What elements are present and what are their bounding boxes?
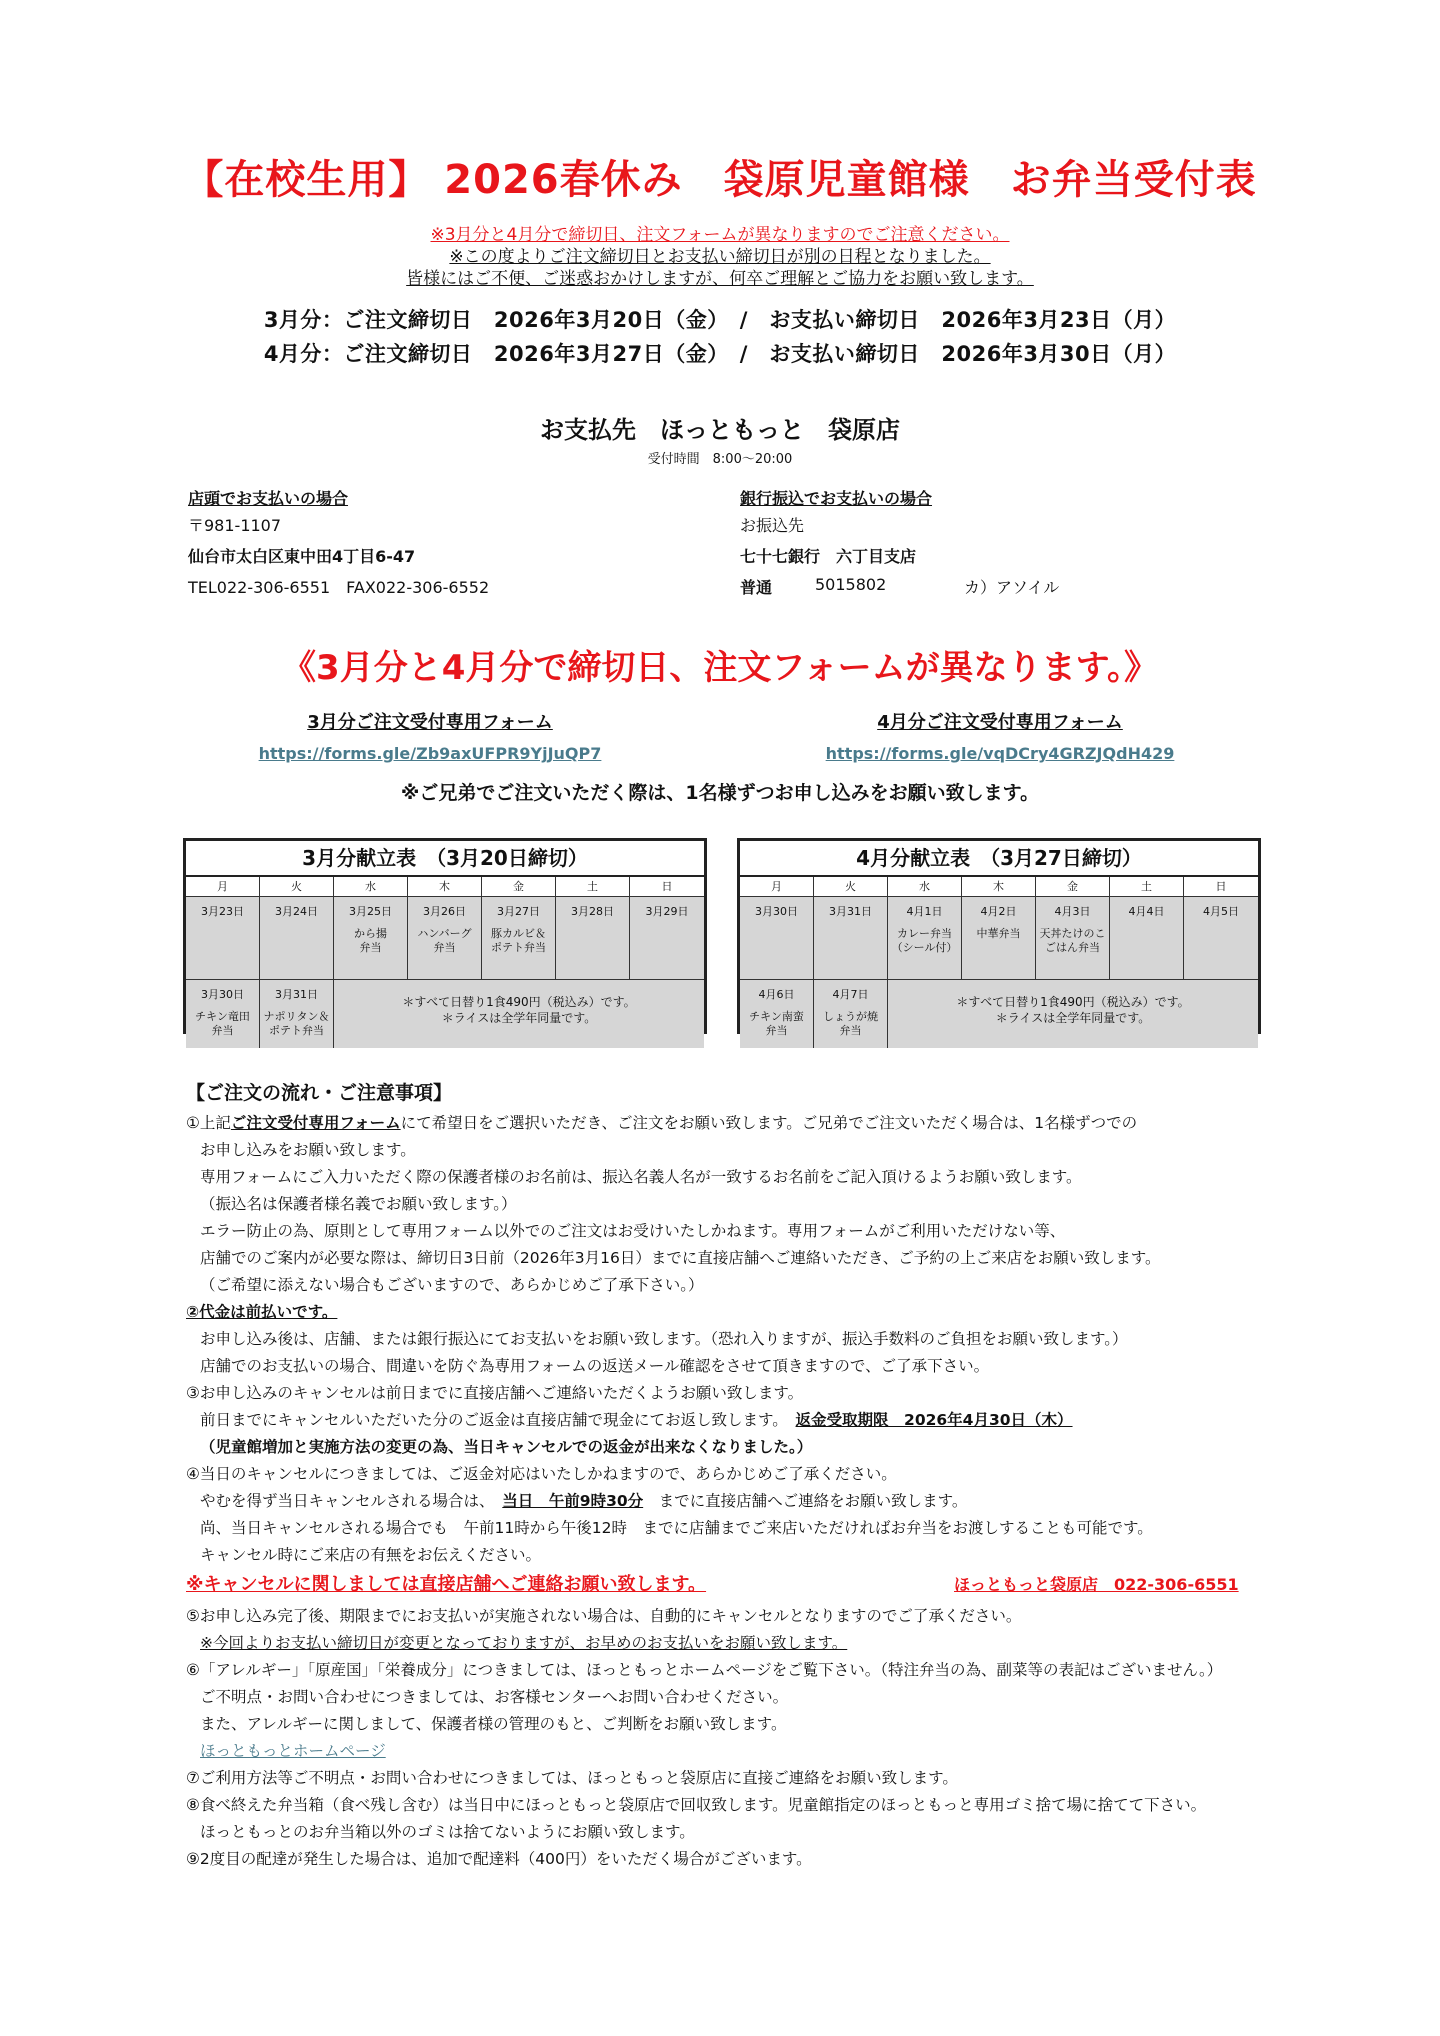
- flow-line-23: また、アレルギーに関しまして、保護者様の管理のもと、ご判断をお願い致します。: [200, 1715, 787, 1733]
- menu-date: 4月3日: [1054, 905, 1091, 918]
- menu-date: 3月24日: [275, 905, 318, 918]
- april-form-link[interactable]: https://forms.gle/vqDCry4GRZJQdH429: [825, 744, 1175, 763]
- menu-date: 4月6日: [758, 988, 795, 1001]
- bank-name: 七十七銀行 六丁目支店: [740, 547, 917, 566]
- april-weekday-row: [740, 877, 1258, 897]
- menu-date: 3月29日: [645, 905, 689, 918]
- march-week2-row: [186, 980, 704, 1048]
- menu-item: ハンバーグ 弁当: [417, 927, 472, 954]
- march-weekday-row: [186, 877, 704, 897]
- menu-day-cell: [740, 980, 814, 1048]
- menu-day-cell: [814, 897, 888, 980]
- flow-prepay: ②代金は前払いです。: [186, 1303, 338, 1321]
- menu-day-cell: [1036, 897, 1110, 980]
- notice-line-3: 皆様にはご不便、ご迷惑おかけしますが、何卒ご理解とご協力をお願い致します。: [406, 269, 1034, 289]
- store-address: 仙台市太白区東中田4丁目6-47: [188, 547, 416, 566]
- bank-account-type: 普通: [740, 578, 773, 597]
- flow-line-19: ⑤お申し込み完了後、期限までにお支払いが実施されない場合は、自動的にキャンセルとなりますのでご了承ください。: [186, 1607, 1022, 1625]
- bank-payment-title: 銀行振込でお支払いの場合: [740, 489, 933, 508]
- flow-line-9: お申し込み後は、店舗、または銀行振込にてお支払いをお願い致します。（恐れ入りますが、振込手数料のご負担をお願い致します。）: [200, 1330, 1128, 1348]
- menu-day-cell: [334, 897, 408, 980]
- deadline-april: 4月分：ご注文締切日 2026年3月27日（金） / お支払い締切日 2026年3月30日（月）: [263, 342, 1177, 366]
- menu-item: チキン竜田 弁当: [195, 1010, 250, 1037]
- menu-item: 天丼たけのこ ごはん弁当: [1039, 927, 1106, 954]
- notice-line-1: ※3月分と4月分で締切日、注文フォームが異なりますのでご注意ください。: [430, 225, 1010, 245]
- weekday-fri: 金: [482, 877, 556, 897]
- menu-day-cell: [630, 897, 704, 980]
- refund-deadline: 返金受取期限 2026年4月30日（木）: [795, 1411, 1073, 1429]
- siblings-note: ※ご兄弟でご注文いただく際は、1名様ずつお申し込みをお願い致します。: [400, 782, 1040, 804]
- menu-day-cell: [260, 980, 334, 1048]
- menu-date: 3月27日: [497, 905, 540, 918]
- store-phone: ほっともっと袋原店 022-306-6551: [954, 1575, 1239, 1594]
- flow-line-3: 専用フォームにご入力いただく際の保護者様のお名前は、振込名義人名が一致するお名前をご記入頂けるようお願い致します。: [200, 1168, 1082, 1186]
- deadline-march: 3月分：ご注文締切日 2026年3月20日（金） / お支払い締切日 2026年3月23日（月）: [263, 308, 1177, 332]
- menu-day-cell: [408, 897, 482, 980]
- store-payment-title: 店頭でお支払いの場合: [188, 489, 349, 508]
- menu-date: 4月4日: [1128, 905, 1165, 918]
- menu-price-note: ＊すべて日替り1食490円（税込み）です。 ＊ライスは全学年同量です。: [888, 980, 1258, 1048]
- menu-item: 豚カルビ＆ ポテト弁当: [491, 927, 546, 954]
- menu-item: から揚 弁当: [354, 927, 387, 954]
- flow-line-20: ※今回よりお支払い締切日が変更となっておりますが、お早めのお支払いをお願い致します。: [200, 1634, 848, 1652]
- weekday-wed: 水: [888, 877, 962, 897]
- flow-line-15: [200, 1488, 967, 1515]
- flow-line-21: ⑥「アレルギー」「原産国」「栄養成分」につきましては、ほっともっとホームページをご覧下さい。（特注弁当の為、副菜等の表記はございません。）: [186, 1661, 1223, 1679]
- flow-line-12: [200, 1407, 1073, 1434]
- menu-day-cell: [186, 897, 260, 980]
- menu-item: ナポリタン＆ ポテト弁当: [263, 1010, 330, 1037]
- menu-date: 4月7日: [832, 988, 869, 1001]
- flow-line-1: [186, 1110, 1137, 1137]
- menu-day-cell: [1110, 897, 1184, 980]
- menu-day-cell: [260, 897, 334, 980]
- march-menu-table: [183, 838, 707, 1037]
- weekday-tue: 火: [260, 877, 334, 897]
- weekday-thu: 木: [962, 877, 1036, 897]
- menu-date: 3月25日: [349, 905, 392, 918]
- flow-line-2: お申し込みをお願い致します。: [200, 1141, 416, 1159]
- weekday-mon: 月: [740, 877, 814, 897]
- menu-date: 3月30日: [755, 905, 798, 918]
- menu-date: 3月26日: [423, 905, 466, 918]
- menu-day-cell: [740, 897, 814, 980]
- weekday-fri: 金: [1036, 877, 1110, 897]
- march-form-title: 3月分ご注文受付専用フォーム: [307, 712, 553, 733]
- flow-line-25: ⑦ご利用方法等ご不明点・お問い合わせにつきましては、ほっともっと袋原店に直接ご連絡をお願い致します。: [186, 1769, 958, 1787]
- flow-line-14: ④当日のキャンセルにつきましては、ご返金対応はいたしかねますので、あらかじめご了承ください。: [186, 1465, 897, 1483]
- bank-label: お振込先: [740, 516, 805, 535]
- flow-line-16: 尚、当日キャンセルされる場合でも 午前11時から午後12時 までに店舗までご来店いただければお弁当をお渡しすることも可能です。: [200, 1519, 1153, 1537]
- april-week2-row: [740, 980, 1258, 1048]
- store-postal: 〒981-1107: [188, 516, 282, 535]
- same-day-cancel-time: 当日 午前9時30分: [502, 1492, 644, 1510]
- homepage-link[interactable]: ほっともっとホームページ: [200, 1742, 386, 1760]
- flow-line-17: キャンセル時にご来店の有無をお伝えください。: [200, 1546, 542, 1564]
- march-menu-title: 3月分献立表 （3月20日締切）: [186, 841, 704, 877]
- april-week1-row: [740, 897, 1258, 980]
- menu-day-cell: [962, 897, 1036, 980]
- menu-date: 4月1日: [906, 905, 943, 918]
- april-menu-title: 4月分献立表 （3月27日締切）: [740, 841, 1258, 877]
- flow-text: やむを得ず当日キャンセルされる場合は、: [200, 1492, 487, 1510]
- flow-line-4: （振込名は保護者様名義でお願い致します。）: [200, 1195, 517, 1213]
- weekday-thu: 木: [408, 877, 482, 897]
- menu-day-cell: [556, 897, 630, 980]
- menu-day-cell: [888, 897, 962, 980]
- flow-line-10: 店舗でのお支払いの場合、間違いを防ぐ為専用フォームの返送メール確認をさせて頂きますので、ご了承下さい。: [200, 1357, 990, 1375]
- page-title: 【在校生用】 2026春休み 袋原児童館様 お弁当受付表: [183, 157, 1257, 203]
- menu-date: 4月5日: [1203, 905, 1239, 918]
- march-form-link[interactable]: https://forms.gle/Zb9axUFPR9YjJuQP7: [258, 744, 602, 763]
- menu-date: 3月23日: [201, 905, 244, 918]
- weekday-tue: 火: [814, 877, 888, 897]
- deadline-banner: 《3月分と4月分で締切日、注文フォームが異なります。》: [282, 648, 1158, 688]
- flow-form-reference: ご注文受付専用フォーム: [230, 1114, 401, 1132]
- payment-heading: お支払先 ほっともっと 袋原店: [540, 416, 900, 444]
- menu-date: 3月31日: [275, 988, 318, 1001]
- menu-date: 3月28日: [571, 905, 614, 918]
- menu-price-note: ＊すべて日替り1食490円（税込み）です。 ＊ライスは全学年同量です。: [334, 980, 704, 1048]
- flow-line-11: ③お申し込みのキャンセルは前日までに直接店舗へご連絡いただくようお願い致します。: [186, 1384, 804, 1402]
- cancel-contact-notice: ※キャンセルに関しましては直接店舗へご連絡お願い致します。: [186, 1574, 707, 1595]
- menu-date: 4月2日: [980, 905, 1017, 918]
- menu-date: 3月31日: [829, 905, 872, 918]
- menu-date: 3月30日: [201, 988, 244, 1001]
- flow-line-22: ご不明点・お問い合わせにつきましては、お客様センターへお問い合わせください。: [200, 1688, 789, 1706]
- menu-item: カレー弁当 （シール付）: [891, 927, 958, 954]
- bank-account-number: 5015802: [815, 575, 887, 594]
- menu-item: チキン南蛮 弁当: [749, 1010, 804, 1037]
- store-tel-fax: TEL022-306-6551 FAX022-306-6552: [188, 578, 490, 597]
- weekday-sat: 土: [556, 877, 630, 897]
- flow-text: ①上記: [186, 1114, 231, 1132]
- flow-text: 前日までにキャンセルいただいた分のご返金は直接店舗で現金にてお返し致します。: [200, 1411, 781, 1429]
- menu-item: 中華弁当: [976, 927, 1021, 940]
- menu-item: しょうが焼 弁当: [823, 1010, 878, 1037]
- weekday-sat: 土: [1110, 877, 1184, 897]
- bank-account-holder: カ）アソイル: [964, 578, 1060, 597]
- menu-day-cell: [814, 980, 888, 1048]
- weekday-sun: 日: [630, 877, 704, 897]
- weekday-wed: 水: [334, 877, 408, 897]
- flow-line-13: （児童館増加と実施方法の変更の為、当日キャンセルでの返金が出来なくなりました。）: [200, 1438, 813, 1456]
- flow-heading: 【ご注文の流れ・ご注意事項】: [186, 1082, 453, 1104]
- flow-text: までに直接店舗へご連絡をお願い致します。: [658, 1492, 968, 1510]
- flow-line-5: エラー防止の為、原則として専用フォーム以外でのご注文はお受けいたしかねます。専用フォームがご利用いただけない等、: [200, 1222, 1066, 1240]
- menu-day-cell: [186, 980, 260, 1048]
- weekday-sun: 日: [1184, 877, 1258, 897]
- menu-day-cell: [482, 897, 556, 980]
- flow-line-7: （ご希望に添えない場合もございますので、あらかじめご了承下さい。）: [200, 1276, 704, 1294]
- flow-line-6: 店舗でのご案内が必要な際は、締切日3日前（2026年3月16日）までに直接店舗へご連絡いただき、ご予約の上ご来店をお願い致します。: [200, 1249, 1161, 1267]
- flow-line-27: ほっともっとのお弁当箱以外のゴミは捨てないようにお願い致します。: [200, 1823, 695, 1841]
- flow-text: にて希望日をご選択いただき、ご注文をお願い致します。ご兄弟でご注文いただく場合は、1名様ずつでの: [400, 1114, 1138, 1132]
- april-menu-table: [737, 838, 1261, 1037]
- flow-line-28: ⑨2度目の配達が発生した場合は、追加で配達料（400円）をいただく場合がございます。: [186, 1850, 812, 1868]
- notice-line-2: ※この度よりご注文締切日とお支払い締切日が別の日程となりました。: [449, 247, 991, 267]
- payment-hours: 受付時間 8:00～20:00: [647, 452, 793, 467]
- weekday-mon: 月: [186, 877, 260, 897]
- april-form-title: 4月分ご注文受付専用フォーム: [877, 712, 1123, 733]
- march-week1-row: [186, 897, 704, 980]
- flow-line-26: ⑧食べ終えた弁当箱（食べ残し含む）は当日中にほっともっと袋原店で回収致します。児童館指定のほっともっと専用ゴミ捨て場に捨てて下さい。: [186, 1796, 1207, 1814]
- menu-day-cell: [1184, 897, 1258, 980]
